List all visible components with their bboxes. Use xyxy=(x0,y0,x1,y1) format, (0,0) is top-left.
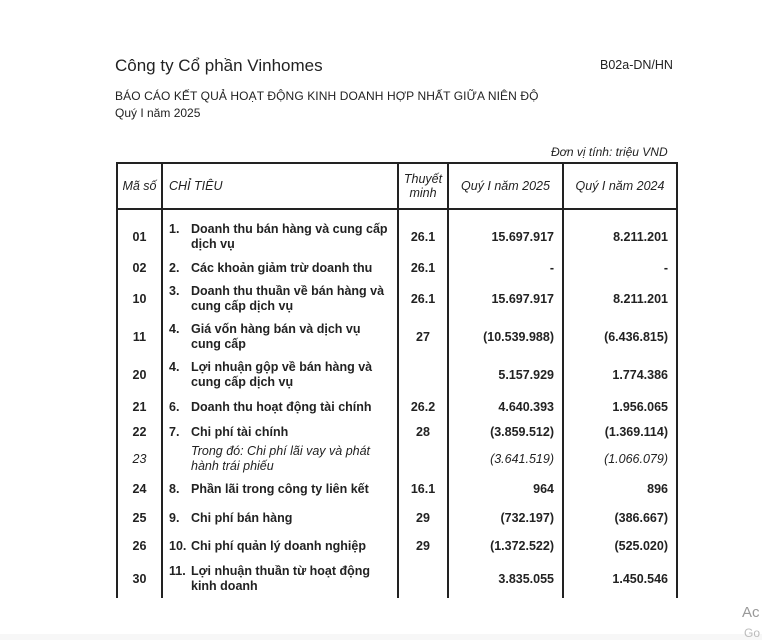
row-note: 26.2 xyxy=(398,394,448,420)
row-code: 20 xyxy=(117,356,162,394)
row-note xyxy=(398,444,448,474)
row-label: Chi phí tài chính xyxy=(191,424,289,439)
row-label: Các khoản giảm trừ doanh thu xyxy=(191,260,373,275)
table-row xyxy=(117,394,677,420)
company-name: Công ty Cổ phần Vinhomes xyxy=(115,56,323,75)
row-code: 02 xyxy=(117,256,162,280)
row-label: Doanh thu hoạt động tài chính xyxy=(191,399,372,414)
row-number: 7. xyxy=(169,424,180,439)
row-q2024: 896 xyxy=(563,474,677,504)
row-label: Doanh thu bán hàng và cung cấp dịch vụ xyxy=(191,222,388,251)
row-label: Chi phí quản lý doanh nghiệp xyxy=(191,538,366,553)
row-name-cell xyxy=(162,474,398,504)
table-row xyxy=(117,504,677,532)
report-title: BÁO CÁO KẾT QUẢ HOẠT ĐỘNG KINH DOANH HỢP NHẤT GIỮA NIÊN ĐỘ xyxy=(115,89,539,103)
row-name-cell xyxy=(162,280,398,318)
row-code: 22 xyxy=(117,420,162,444)
table-row xyxy=(117,560,677,598)
row-q2024: (525.020) xyxy=(563,532,677,560)
row-name-cell xyxy=(162,504,398,532)
header-q2025: Quý I năm 2025 xyxy=(448,163,563,209)
row-q2024: 1.450.546 xyxy=(563,560,677,598)
table-row xyxy=(117,256,677,280)
table-header-row xyxy=(117,163,677,209)
table-row xyxy=(117,420,677,444)
row-code: 30 xyxy=(117,560,162,598)
table-row xyxy=(117,356,677,394)
row-q2024: 8.211.201 xyxy=(563,218,677,256)
row-number: 11. xyxy=(169,564,186,578)
row-note: 26.1 xyxy=(398,280,448,318)
row-code: 23 xyxy=(117,444,162,474)
row-code: 26 xyxy=(117,532,162,560)
row-q2025: 3.835.055 xyxy=(448,560,563,598)
row-code: 21 xyxy=(117,394,162,420)
row-note: 26.1 xyxy=(398,256,448,280)
row-note: 16.1 xyxy=(398,474,448,504)
row-label: Lợi nhuận thuần từ hoạt động kinh doanh xyxy=(191,564,371,593)
row-code: 10 xyxy=(117,280,162,318)
table-row xyxy=(117,280,677,318)
row-q2025: 15.697.917 xyxy=(448,280,563,318)
header-q2024: Quý I năm 2024 xyxy=(563,163,677,209)
header-note: Thuyết minh xyxy=(398,163,448,209)
header-code: Mã số xyxy=(117,163,162,209)
row-q2024: (386.667) xyxy=(563,504,677,532)
row-q2025: 15.697.917 xyxy=(448,218,563,256)
row-label: Lợi nhuận gộp về bán hàng và cung cấp dịch vụ xyxy=(191,360,373,389)
row-note: 29 xyxy=(398,504,448,532)
table-row xyxy=(117,218,677,256)
row-name-cell xyxy=(162,394,398,420)
row-note xyxy=(398,356,448,394)
row-q2024: - xyxy=(563,256,677,280)
row-q2025: - xyxy=(448,256,563,280)
row-q2024: 1.956.065 xyxy=(563,394,677,420)
row-code: 11 xyxy=(117,318,162,356)
table-row xyxy=(117,532,677,560)
row-name-cell xyxy=(162,532,398,560)
row-name-cell xyxy=(162,318,398,356)
row-code: 24 xyxy=(117,474,162,504)
row-q2024: 8.211.201 xyxy=(563,280,677,318)
row-number: 6. xyxy=(169,399,180,414)
row-q2024: (1.066.079) xyxy=(563,444,677,474)
row-label: Doanh thu thuần về bán hàng và cung cấp dịch vụ xyxy=(191,284,385,313)
watermark-text-2: Go xyxy=(744,626,761,640)
row-q2025: 964 xyxy=(448,474,563,504)
row-name-cell xyxy=(162,444,398,474)
report-period: Quý I năm 2025 xyxy=(115,106,201,120)
row-label: Giá vốn hàng bán và dịch vụ cung cấp xyxy=(191,322,361,351)
row-name-cell xyxy=(162,218,398,256)
watermark-text: Ac xyxy=(742,604,760,621)
row-note: 27 xyxy=(398,318,448,356)
row-code: 01 xyxy=(117,218,162,256)
row-name-cell xyxy=(162,356,398,394)
row-code: 25 xyxy=(117,504,162,532)
row-note: 26.1 xyxy=(398,218,448,256)
unit-note: Đơn vị tính: triệu VND xyxy=(551,145,668,159)
header-name: CHỈ TIÊU xyxy=(162,163,398,209)
row-q2025: (3.641.519) xyxy=(448,444,563,474)
row-q2025: (732.197) xyxy=(448,504,563,532)
row-name-cell xyxy=(162,560,398,598)
table-body xyxy=(117,209,677,598)
row-note: 28 xyxy=(398,420,448,444)
form-code: B02a-DN/HN xyxy=(600,58,673,72)
row-number: 4. xyxy=(169,322,180,336)
row-label: Trong đó: Chi phí lãi vay và phát hành trái phiếu xyxy=(191,444,371,473)
table-row xyxy=(117,474,677,504)
row-label: Chi phí bán hàng xyxy=(191,510,293,525)
table-row xyxy=(117,444,677,474)
row-q2024: (6.436.815) xyxy=(563,318,677,356)
row-q2025: (10.539.988) xyxy=(448,318,563,356)
row-q2024: 1.774.386 xyxy=(563,356,677,394)
row-number: 3. xyxy=(169,284,180,298)
row-q2024: (1.369.114) xyxy=(563,420,677,444)
row-q2025: (3.859.512) xyxy=(448,420,563,444)
income-statement-table xyxy=(116,162,678,598)
row-name-cell xyxy=(162,420,398,444)
row-q2025: (1.372.522) xyxy=(448,532,563,560)
row-note: 29 xyxy=(398,532,448,560)
row-q2025: 5.157.929 xyxy=(448,356,563,394)
table-row xyxy=(117,318,677,356)
row-number: 10. xyxy=(169,538,187,553)
row-number: 1. xyxy=(169,222,180,236)
row-q2025: 4.640.393 xyxy=(448,394,563,420)
row-number: 9. xyxy=(169,510,180,525)
row-number: 8. xyxy=(169,481,180,496)
row-note xyxy=(398,560,448,598)
row-name-cell xyxy=(162,256,398,280)
row-label: Phần lãi trong công ty liên kết xyxy=(191,481,369,496)
row-number: 4. xyxy=(169,360,180,374)
row-number: 2. xyxy=(169,260,180,275)
